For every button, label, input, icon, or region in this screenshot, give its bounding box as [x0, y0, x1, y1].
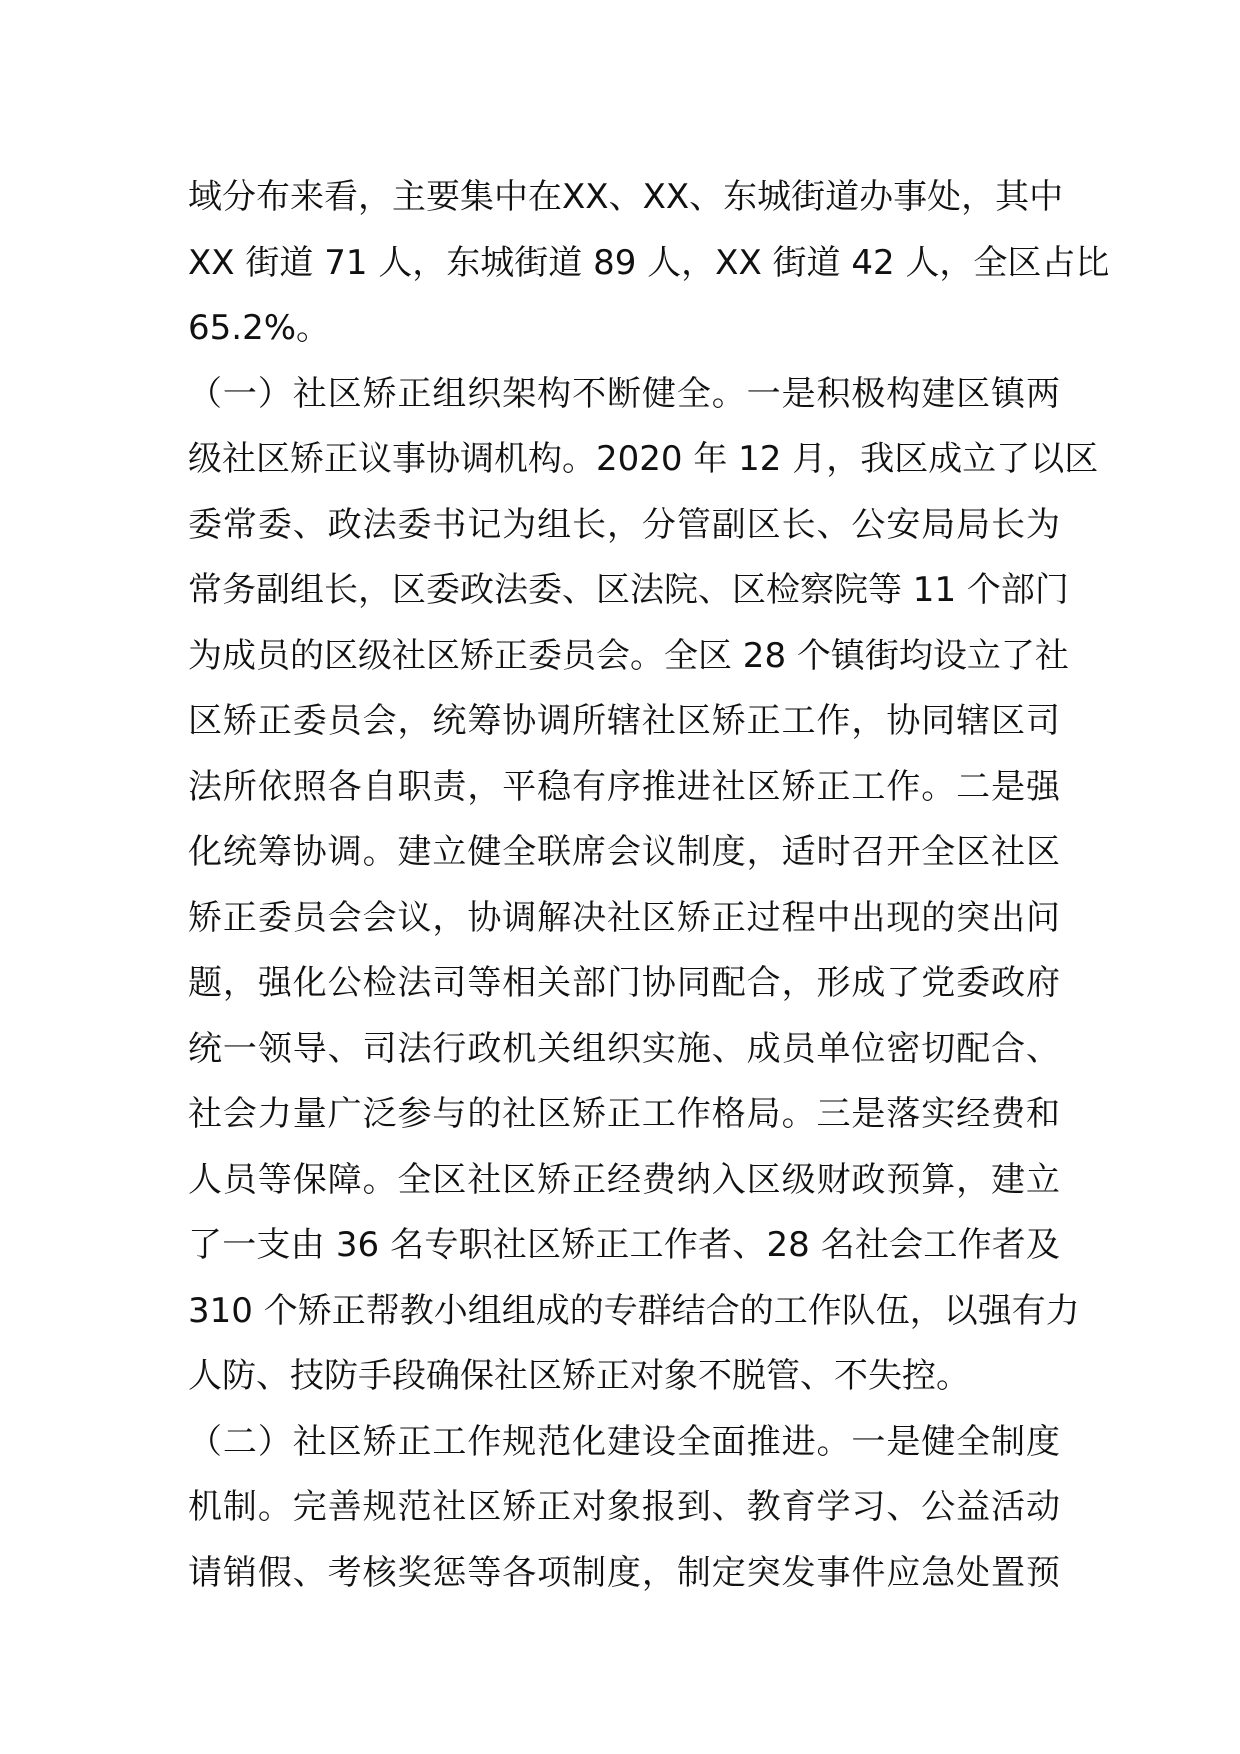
paragraph-1 — [188, 165, 1110, 362]
paragraph-3 — [188, 1410, 1060, 1607]
text-line: 310 个矫正帮教小组组成的专群结合的工作队伍，以强有力 — [188, 1290, 1080, 1331]
text-line: 法所依照各自职责，平稳有序推进社区矫正工作。二是强 — [188, 766, 1060, 807]
text-line: 人员等保障。全区社区矫正经费纳入区级财政预算，建立 — [188, 1159, 1060, 1200]
text-line: 级社区矫正议事协调机构。2020 年 12 月，我区成立了以区 — [188, 439, 1099, 479]
text-line: 题，强化公检法司等相关部门协同配合，形成了党委政府 — [188, 963, 1060, 1003]
text-line: 化统筹协调。建立健全联席会议制度，适时召开全区社区 — [188, 832, 1060, 872]
text-line: 常务副组长，区委政法委、区法院、区检察院等 11 个部门 — [188, 570, 1069, 610]
text-line: 统一领导、司法行政机关组织实施、成员单位密切配合、 — [188, 1028, 1060, 1069]
text-line: 社会力量广泛参与的社区矫正工作格局。三是落实经费和 — [188, 1094, 1060, 1134]
body-text — [188, 165, 1110, 1606]
text-line: 人防、技防手段确保社区矫正对象不脱管、不失控。 — [188, 1356, 970, 1396]
text-line: XX 街道 71 人，东城街道 89 人，XX 街道 42 人，全区占比 — [188, 242, 1110, 283]
text-line: 请销假、考核奖惩等各项制度，制定突发事件应急处置预 — [188, 1552, 1060, 1593]
paragraph-2 — [188, 362, 1099, 1410]
text-line: 区矫正委员会，统筹协调所辖社区矫正工作，协同辖区司 — [188, 701, 1060, 741]
text-line: 为成员的区级社区矫正委员会。全区 28 个镇街均设立了社 — [188, 635, 1069, 676]
text-line: 委常委、政法委书记为组长，分管副区长、公安局局长为 — [188, 504, 1060, 545]
text-line: 了一支由 36 名专职社区矫正工作者、28 名社会工作者及 — [188, 1225, 1060, 1265]
text-line: （二）社区矫正工作规范化建设全面推进。一是健全制度 — [188, 1421, 1060, 1462]
text-line: 机制。完善规范社区矫正对象报到、教育学习、公益活动 — [188, 1487, 1060, 1527]
text-line: （一）社区矫正组织架构不断健全。一是积极构建区镇两 — [188, 373, 1060, 414]
text-line: 矫正委员会会议，协调解决社区矫正过程中出现的突出问 — [188, 897, 1060, 938]
text-line: 域分布来看，主要集中在XX、XX、东城街道办事处，其中 — [188, 177, 1064, 217]
text-line: 65.2%。 — [188, 308, 331, 348]
